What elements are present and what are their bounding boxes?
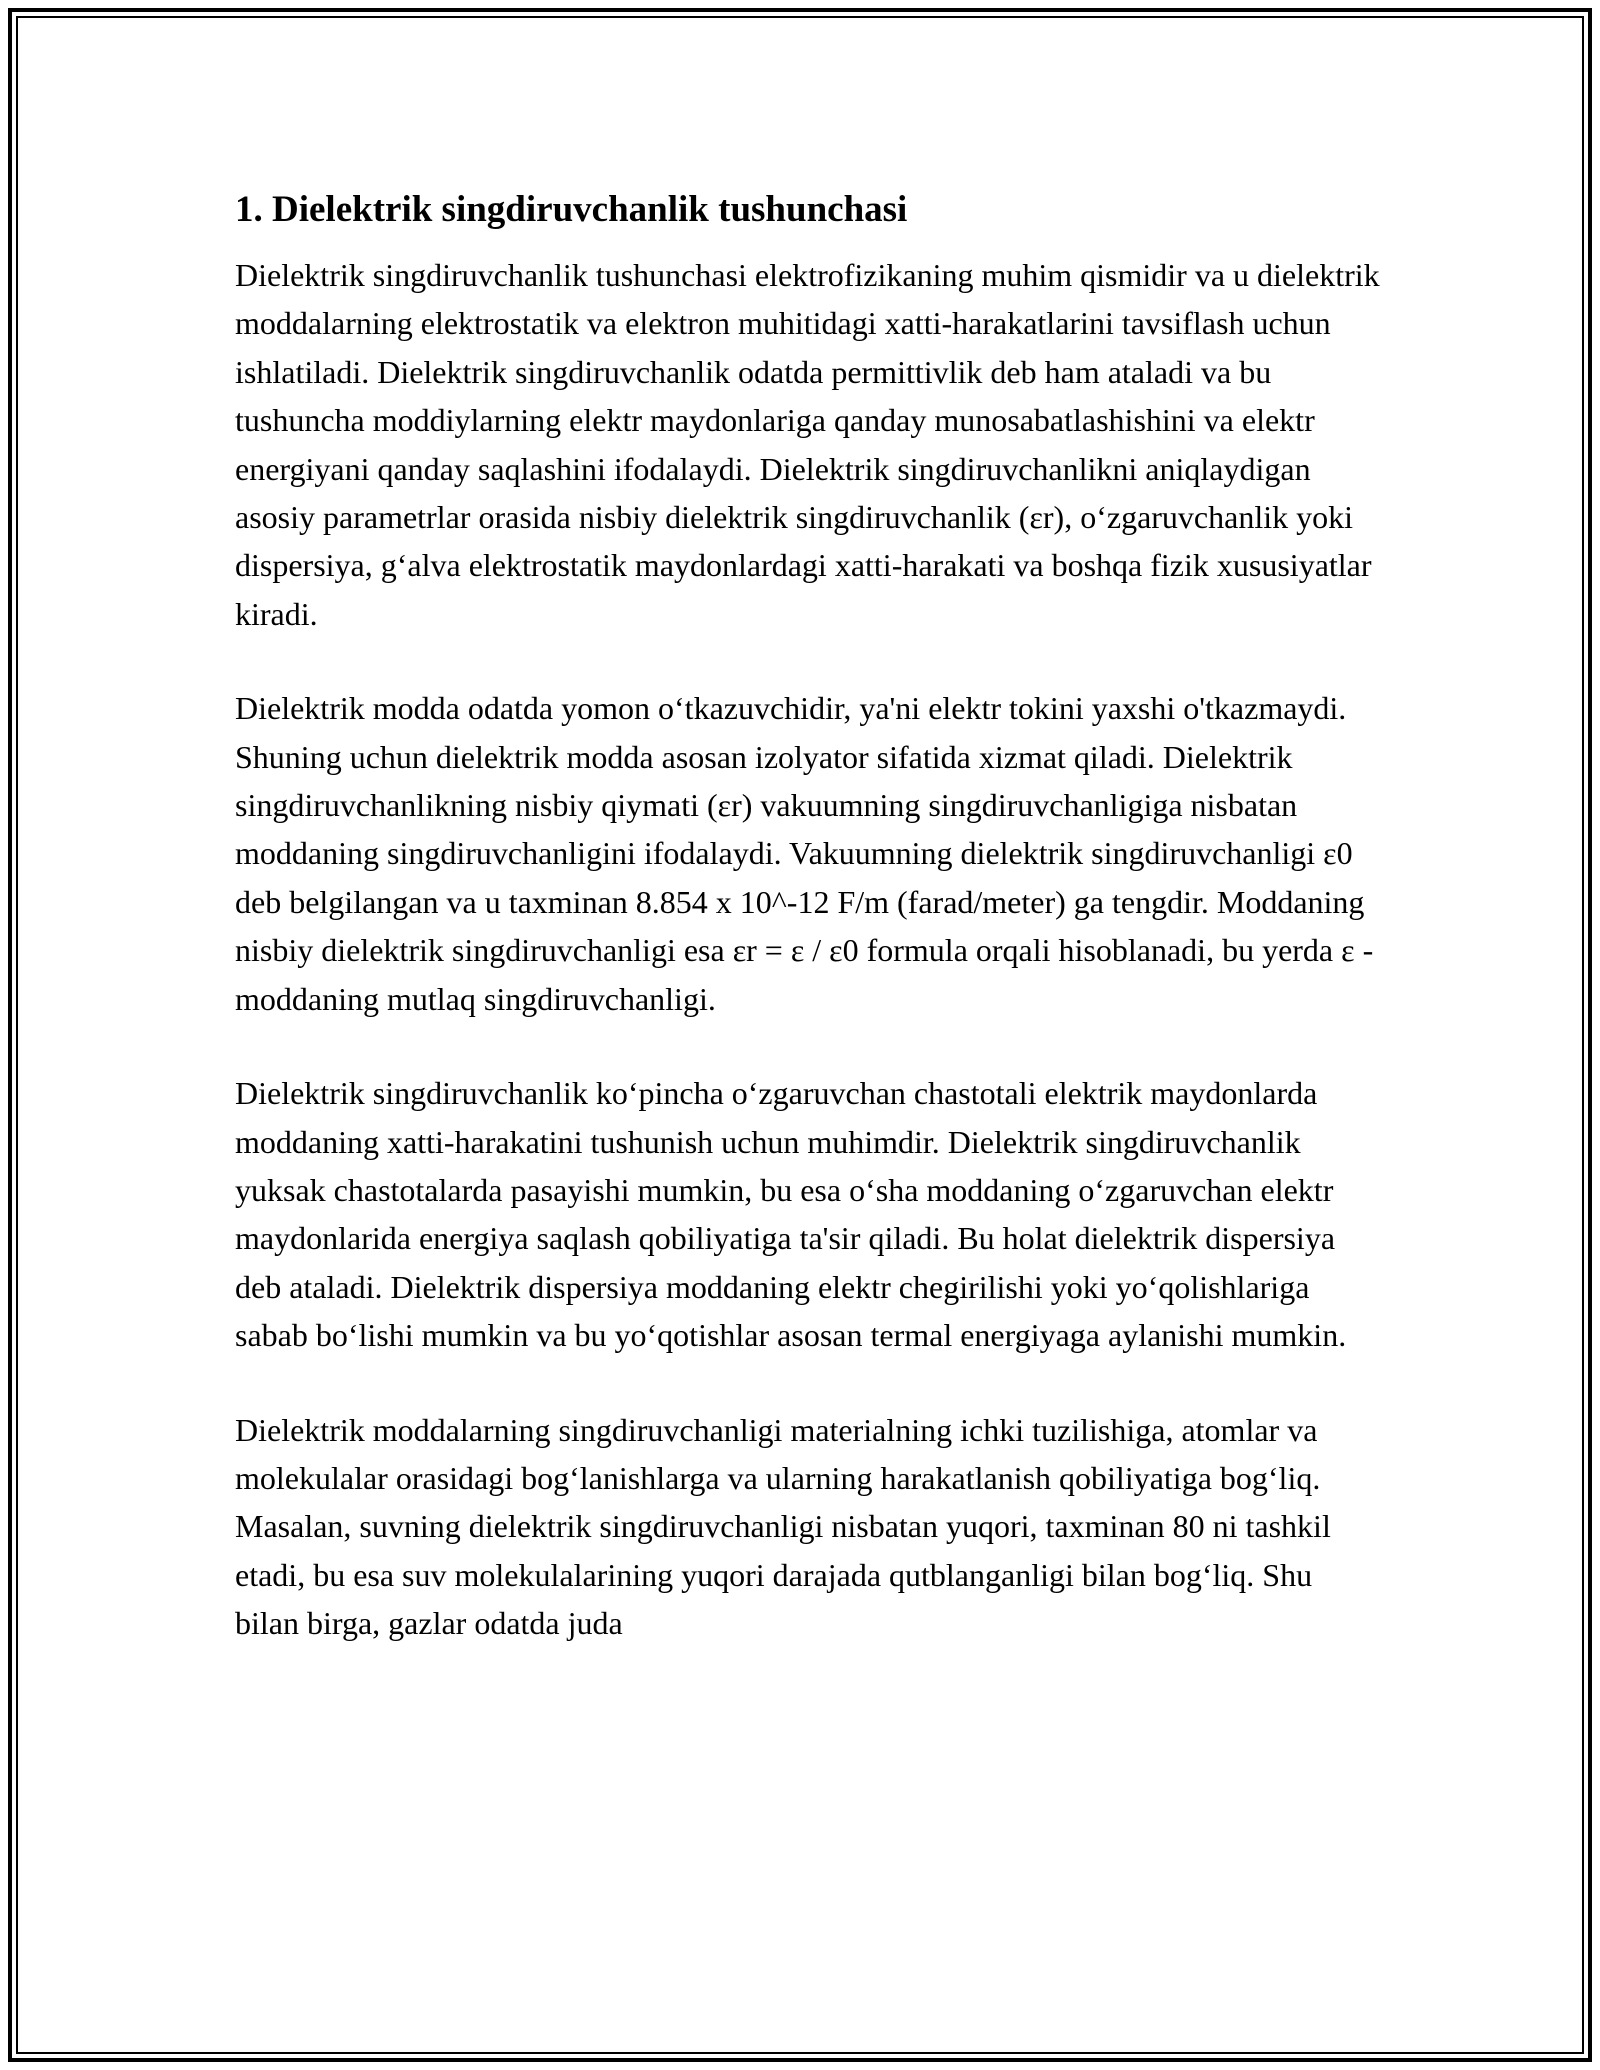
- document-body: [235, 187, 1380, 1648]
- paragraph-2: Dielektrik modda odatda yomon oʻtkazuvchidir, ya'ni elektr tokini yaxshi o'tkazmaydi. Shuning uchun dielektrik modda asosan izolyator sifatida xizmat qiladi. Dielektrik singdiruvchanlikning nisbiy qiymati (εr) vakuumning singdiruvchanligiga nisbatan moddaning singdiruvchanligini ifodalaydi. Vakuumning dielektrik singdiruvchanligi ε0 deb belgilangan va u taxminan 8.854 x 10^-12 F/m (farad/meter) ga tengdir. Moddaning nisbiy dielektrik singdiruvchanligi esa εr = ε / ε0 formula orqali hisoblanadi, bu yerda ε - moddaning mutlaq singdiruvchanligi.: [235, 690, 1374, 1017]
- paragraph-3: Dielektrik singdiruvchanlik koʻpincha oʻzgaruvchan chastotali elektrik maydonlarda moddaning xatti-harakatini tushunish uchun muhimdir. Dielektrik singdiruvchanlik yuksak chastotalarda pasayishi mumkin, bu esa oʻsha moddaning oʻzgaruvchan elektr maydonlarida energiya saqlash qobiliyatiga ta'sir qiladi. Bu holat dielektrik dispersiya deb ataladi. Dielektrik dispersiya moddaning elektr chegirilishi yoki yoʻqolishlariga sabab boʻlishi mumkin va bu yoʻqotishlar asosan termal energiyaga aylanishi mumkin.: [235, 1075, 1347, 1354]
- paragraph-1: Dielektrik singdiruvchanlik tushunchasi elektrofizikaning muhim qismidir va u dielektrik moddalarning elektrostatik va elektron muhitidagi xatti-harakatlarini tavsiflash uchun ishlatiladi. Dielektrik singdiruvchanlik odatda permittivlik deb ham ataladi va bu tushuncha moddiylarning elektr maydonlariga qanday munosabatlashishini va elektr energiyani qanday saqlashini ifodalaydi. Dielektrik singdiruvchanlikni aniqlaydigan asosiy parametrlar orasida nisbiy dielektrik singdiruvchanlik (εr), oʻzgaruvchanlik yoki dispersiya, gʻalva elektrostatik maydonlardagi xatti-harakati va boshqa fizik xususiyatlar kiradi.: [235, 257, 1380, 632]
- section-heading: 1. Dielektrik singdiruvchanlik tushunchasi: [235, 189, 908, 230]
- paragraph-4: Dielektrik moddalarning singdiruvchanligi materialning ichki tuzilishiga, atomlar va molekulalar orasidagi bogʻlanishlarga va ularning harakatlanish qobiliyatiga bogʻliq. Masalan, suvning dielektrik singdiruvchanligi nisbatan yuqori, taxminan 80 ni tashkil etadi, bu esa suv molekulalarining yuqori darajada qutblanganligi bilan bogʻliq. Shu bilan birga, gazlar odatda juda: [235, 1411, 1331, 1642]
